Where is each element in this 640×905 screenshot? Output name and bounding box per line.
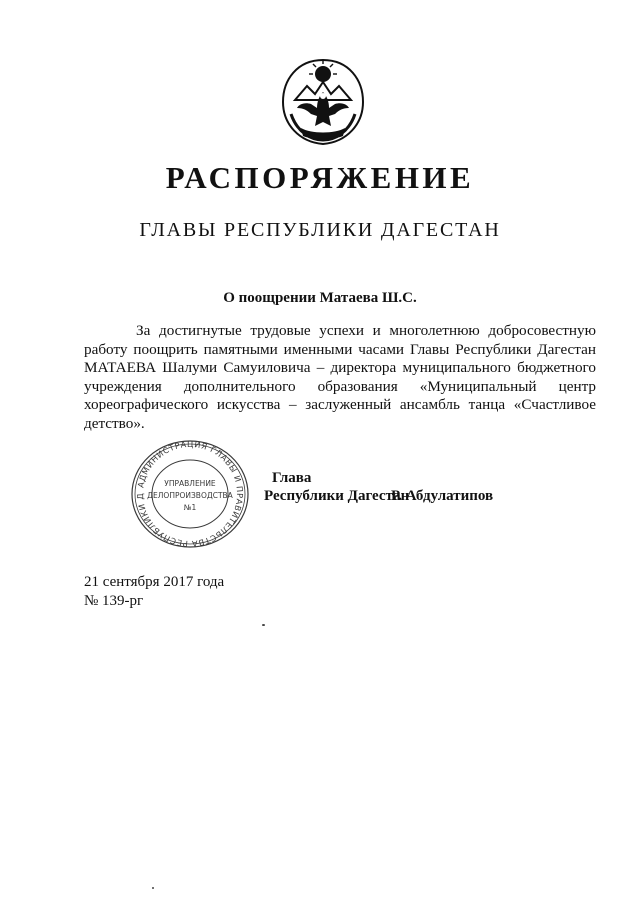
signatory-name: Р. Абдулатипов xyxy=(391,488,494,504)
document-number: № 139-рг xyxy=(84,593,144,609)
scan-speck xyxy=(152,887,154,889)
issuer-subtitle: ГЛАВЫ РЕСПУБЛИКИ ДАГЕСТАН xyxy=(139,219,501,241)
stamp-center-line1: УПРАВЛЕНИЕ xyxy=(164,479,216,488)
round-office-stamp-icon xyxy=(129,438,251,550)
stamp-center-line3: №1 xyxy=(183,503,197,512)
document-body: За достигнутые трудовые успехи и многолетнюю добросовестную работу поощрить памятными именными часами Главы Республики Дагестан МАТАЕВА Шалуми Самуиловича – директора муниципального бюджетного учреждения дополнительного образования «Муниципальный центр хореографического искусства – заслуженный ансамбль танца «Счастливое детство». xyxy=(84,322,596,432)
stamp-center-line2: ДЕЛОПРОИЗВОДСТВА xyxy=(147,491,233,500)
document-title: РАСПОРЯЖЕНИЕ xyxy=(165,160,475,195)
document-date: 21 сентября 2017 года xyxy=(84,574,225,590)
stamp-ring-text: АДМИНИСТРАЦИЯ ГЛАВЫ И ПРАВИТЕЛЬСТВА РЕСПУБЛИКИ Д xyxy=(134,438,246,550)
scan-speck xyxy=(262,624,265,626)
document-subject: О поощрении Матаева Ш.С. xyxy=(223,290,417,306)
signatory-position-line1: Глава xyxy=(272,470,312,486)
dagestan-coat-of-arms-icon xyxy=(277,52,369,150)
signatory-position-line2: Республики Дагестан xyxy=(264,488,410,504)
